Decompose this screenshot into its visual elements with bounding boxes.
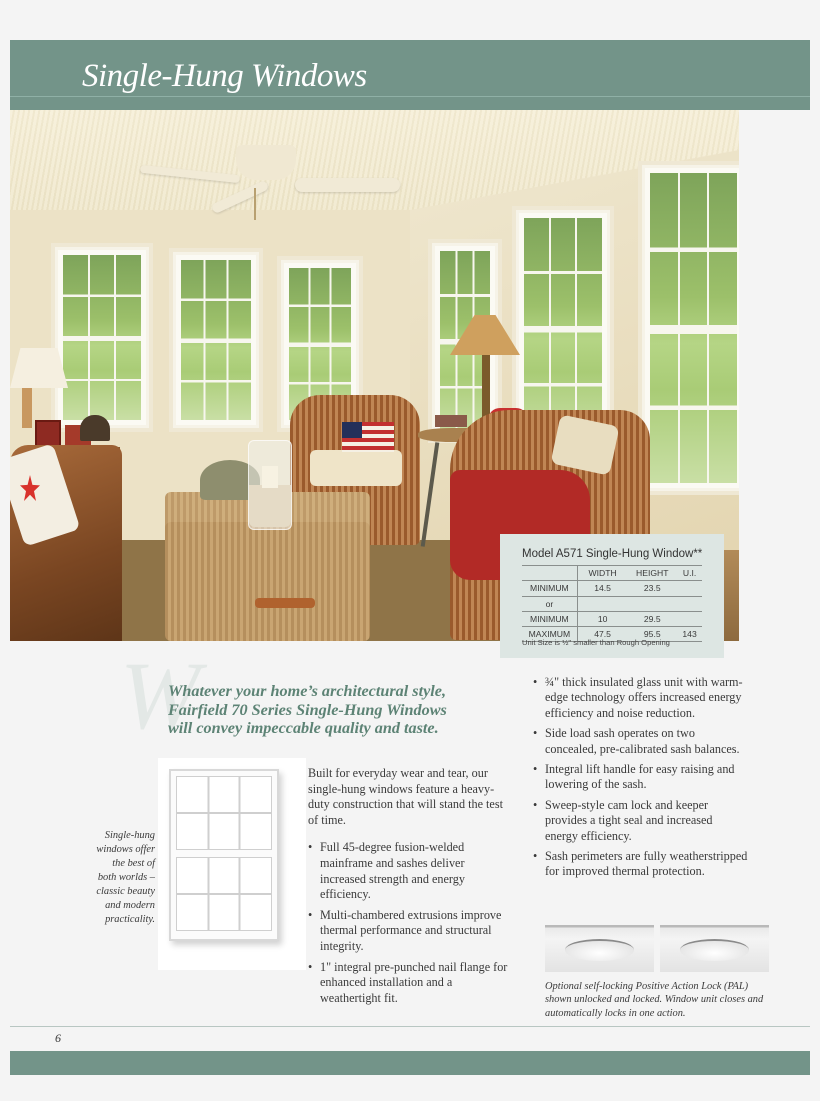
spec-row (522, 611, 702, 626)
feature-item: • ¾" thick insulated glass unit with warm-edge technology offers increased energy efficiency and noise reduction. (533, 675, 748, 721)
intro-paragraph: Built for everyday wear and tear, our single-hung windows feature a heavy-duty construction that will stand the test of time. (308, 766, 503, 827)
fan-blade (295, 178, 400, 192)
spec-width: 10 (577, 611, 627, 626)
lock-image-unlocked (545, 925, 654, 972)
window (173, 252, 259, 428)
spec-width: 14.5 (577, 581, 627, 596)
spec-width (577, 596, 627, 611)
spec-ui (677, 611, 702, 626)
sidebar-note-line: Single-hung (104, 830, 155, 841)
lock-image-locked (660, 925, 769, 972)
chair-cushion (310, 450, 402, 486)
page-number: 6 (55, 1031, 61, 1045)
spec-height: 23.5 (627, 581, 677, 596)
sidebar-note (60, 829, 155, 927)
spec-ui: 143 (677, 627, 702, 642)
feature-item: • Full 45-degree fusion-welded mainframe and sashes deliver increased strength and energy efficiency. (308, 840, 513, 902)
lock-handle-icon (680, 939, 750, 961)
tagline-line: Fairfield 70 Series Single-Hung Windows (168, 700, 447, 719)
flag-canton (342, 422, 362, 438)
trunk-handle (255, 598, 315, 608)
spec-title: Model A571 Single-Hung Window** (522, 548, 703, 560)
candle (262, 466, 278, 488)
footer-divider (10, 1026, 810, 1027)
sidebar-note-line: both worlds – (97, 872, 155, 883)
spec-height: 29.5 (627, 611, 677, 626)
spec-height (627, 596, 677, 611)
feature-item: • Sweep-style cam lock and keeper provides a tight seal and increased energy efficiency. (533, 798, 748, 844)
spec-note: Unit Size is ½" smaller than Rough Opening (522, 638, 670, 647)
window (642, 165, 739, 491)
spec-height: 95.5 (627, 627, 677, 642)
page-title: Single-Hung Windows (82, 58, 367, 94)
feature-item: • Integral lift handle for easy raising and lowering of the sash. (533, 762, 748, 793)
spec-row-label: MINIMUM (522, 581, 577, 596)
spec-row-label: or (522, 596, 577, 611)
spec-row-label: MAXIMUM (522, 627, 577, 642)
tagline (168, 682, 447, 738)
sidebar-note-line: classic beauty (96, 886, 155, 897)
header-divider (10, 96, 810, 97)
lock-handle-icon (565, 939, 635, 961)
window (55, 247, 149, 428)
feature-item: • Side load sash operates on two concealed, pre-calibrated sash balances. (533, 726, 748, 757)
tagline-line: Whatever your home’s architectural style, (168, 682, 447, 700)
sidebar-note-line: practicality. (105, 914, 155, 925)
body-column-left (308, 766, 513, 1011)
book-stack (435, 415, 467, 427)
footer-band (10, 1051, 810, 1075)
spec-row-label: MINIMUM (522, 611, 577, 626)
decorative-initial: W (120, 642, 200, 749)
feature-list-left (308, 840, 513, 1006)
spec-width: 47.5 (577, 627, 627, 642)
sidebar-note-line: the best of (112, 858, 155, 869)
feature-item: • Multi-chambered extrusions improve thermal performance and structural integrity. (308, 908, 513, 955)
spec-row (522, 581, 702, 596)
spec-col-header: HEIGHT (627, 566, 677, 581)
fan-pull-chain (254, 188, 256, 220)
body-column-right (533, 675, 748, 885)
spec-row (522, 596, 702, 611)
tagline-line: will convey impeccable quality and taste. (168, 719, 439, 737)
mantel-clock (80, 415, 110, 441)
upper-sash (176, 776, 272, 850)
spec-table (522, 565, 702, 642)
spec-col-header (522, 566, 577, 581)
lock-caption: Optional self-locking Positive Action Lock (PAL) shown unlocked and locked. Window unit closes and automatically locks in one action. (545, 981, 764, 1019)
spec-col-header: U.I. (677, 566, 702, 581)
lower-sash (176, 857, 272, 931)
single-hung-window-illustration (169, 769, 279, 941)
sidebar-note-line: and modern (105, 900, 155, 911)
fan-motor (236, 145, 296, 180)
spec-ui (677, 596, 702, 611)
sidebar-note-line: windows offer (96, 844, 155, 855)
spec-ui (677, 581, 702, 596)
feature-item: • 1" integral pre-punched nail flange for enhanced installation and a weathertight fit. (308, 960, 513, 1007)
lamp-base (22, 388, 32, 428)
feature-list-right (533, 675, 748, 880)
spec-header-row (522, 566, 702, 581)
spec-col-header: WIDTH (577, 566, 627, 581)
feature-item: • Sash perimeters are fully weatherstripped for improved thermal protection. (533, 849, 748, 880)
